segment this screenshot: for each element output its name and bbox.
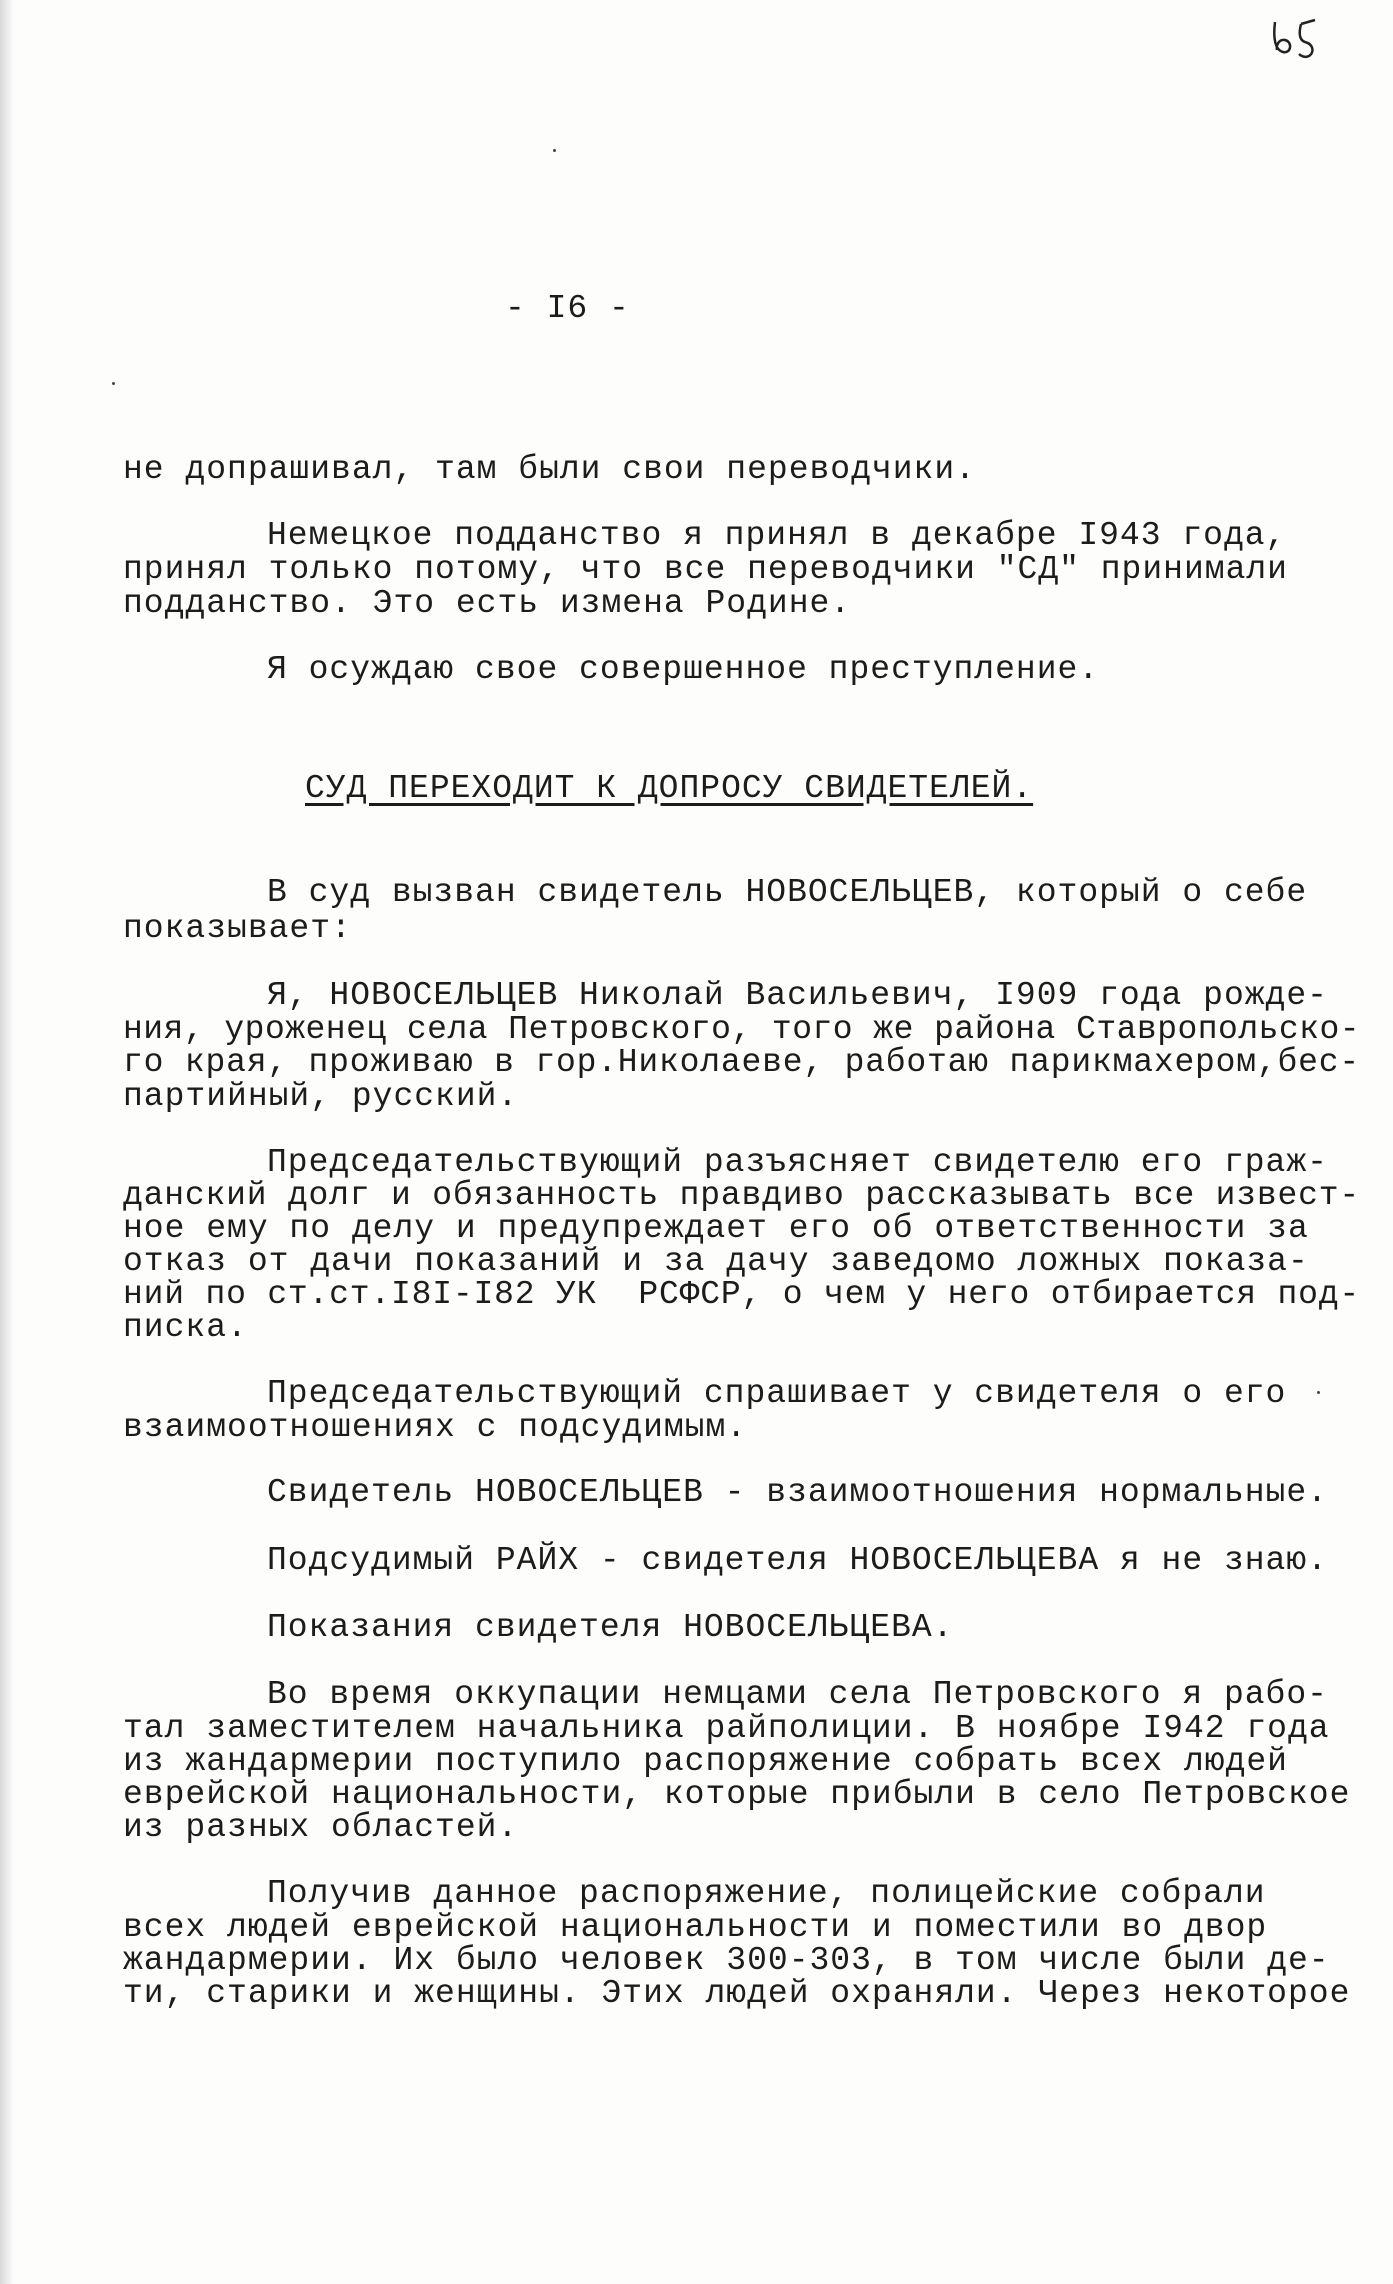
text-line: писка. (123, 1309, 248, 1346)
text-line: Получив данное распоряжение, полицейские собрали (267, 1875, 1266, 1912)
text-line: Показания свидетеля НОВОСЕЛЬЦЕВА. (267, 1609, 954, 1646)
text-line: В суд вызван свидетель НОВОСЕЛЬЦЕВ, который о себе (267, 874, 1308, 911)
scan-speck (553, 149, 556, 152)
text-line: показывает: (123, 910, 352, 947)
text-line: Я, НОВОСЕЛЬЦЕВ Николай Васильевич, I909 года рожде- (267, 977, 1328, 1014)
text-line: Немецкое подданство я принял в декабре I943 года, (267, 517, 1287, 554)
text-line: Подсудимый РАЙХ - свидетеля НОВОСЕЛЬЦЕВА я не знаю. (267, 1542, 1328, 1579)
text-line: Председательствующий спрашивает у свидетеля о его (267, 1375, 1287, 1412)
text-line: жандармерии. Их было человек 300-303, в том числе были де- (123, 1942, 1330, 1979)
text-line: го края, проживаю в гор.Николаеве, работаю парикмахером,бес- (123, 1044, 1360, 1081)
text-line: из жандармерии поступило распоряжение собрать всех людей (123, 1743, 1288, 1780)
scan-speck (1317, 1391, 1320, 1394)
text-line: подданство. Это есть измена Родине. (123, 585, 852, 622)
text-line: Председательствующий разъясняет свидетелю его граж- (267, 1144, 1328, 1181)
text-line: ти, старики и женщины. Этих людей охраняли. Через некоторое (123, 1975, 1351, 2012)
text-line: Свидетель НОВОСЕЛЬЦЕВ - взаимоотношения нормальные. (267, 1474, 1328, 1511)
text-line: партийный, русский. (123, 1078, 519, 1115)
text-line: Во время оккупации немцами села Петровского я рабо- (267, 1676, 1328, 1713)
text-line: данский долг и обязанность правдиво рассказывать все извест- (123, 1177, 1360, 1214)
text-line: ное ему по делу и предупреждает его об ответственности за (123, 1210, 1309, 1247)
text-line: отказ от дачи показаний и за дачу заведомо ложных показа- (123, 1243, 1309, 1280)
text-line: из разных областей. (123, 1809, 519, 1846)
text-line: всех людей еврейской национальности и поместили во двор (123, 1909, 1268, 1946)
text-line: еврейской национальности, которые прибыли в село Петровское (123, 1776, 1351, 1813)
handwritten-page-mark (1265, 10, 1325, 65)
text-line: не допрашивал, там были свои переводчики. (123, 451, 976, 488)
text-line: тал заместителем начальника райполиции. В ноябре I942 года (123, 1710, 1330, 1747)
scan-edge-shadow (0, 0, 14, 2284)
text-line: принял только потому, что все переводчики "СД" принимали (123, 551, 1288, 588)
page-number: - I6 - (505, 290, 630, 327)
text-line: взаимоотношениях с подсудимым. (123, 1409, 748, 1446)
text-line: ния, уроженец села Петровского, того же района Ставропольско- (123, 1011, 1360, 1048)
section-heading: СУД ПЕРЕХОДИТ К ДОПРОСУ СВИДЕТЕЛЕЙ. (305, 770, 1034, 807)
text-line: Я осуждаю свое совершенное преступление. (267, 651, 1100, 688)
scan-speck (112, 382, 115, 385)
text-line: ний по ст.ст.I8I-I82 УК РСФСР, о чем у него отбирается под- (123, 1276, 1360, 1313)
